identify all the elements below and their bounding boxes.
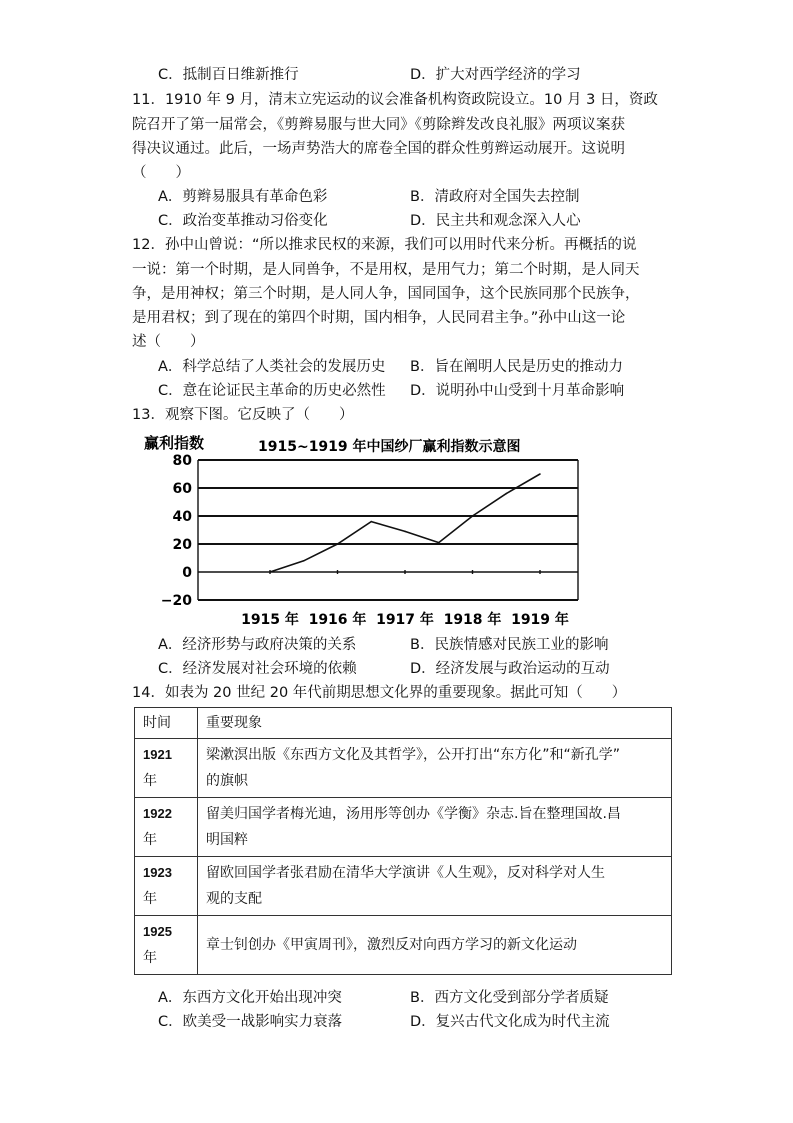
q10-option-d: D．扩大对西学经济的学习 (410, 67, 581, 83)
table-header-row (135, 708, 672, 739)
q11-option-b: B．清政府对全国失去控制 (410, 189, 580, 205)
chart-x-tick-label: 1916 年 (308, 612, 367, 628)
table-cell-year: 1921 年 (135, 739, 198, 798)
q14-option-a: A．东西方文化开始出现冲突 (158, 990, 342, 1006)
chart-y-tick-label: 80 (172, 453, 192, 469)
q11-option-a: A．剪辫易服具有革命色彩 (158, 189, 328, 205)
chart-data-point (505, 493, 507, 495)
chart-data-point (539, 473, 541, 475)
chart-data-point (337, 543, 339, 545)
q11-stem-line: 院召开了第一届常会，《剪辫易服与世大同》《剪除辫发改良礼服》两项议案获 (132, 117, 625, 133)
table-cell-text: 留欧回国学者张君励在清华大学演讲《人生观》，反对科学对人生 观的支配 (198, 857, 672, 916)
chart-data-point (438, 542, 440, 544)
table-cell-year: 1923 年 (135, 857, 198, 916)
table-cell-text: 留美归国学者梅光迪，汤用彤等创办《学衡》杂志.旨在整理国故.昌 明国粹 (198, 798, 672, 857)
table-cell-year: 1925 年 (135, 916, 198, 975)
chart-title: 1915~1919 年中国纱厂赢利指数示意图 (258, 439, 521, 455)
chart-data-point (472, 515, 474, 517)
q12-option-a: A．科学总结了人类社会的发展历史 (158, 359, 386, 375)
chart-grid (198, 460, 578, 600)
chart-data-point (303, 560, 305, 562)
chart-y-tick-label: −20 (160, 593, 192, 609)
cultural-phenomena-table (134, 707, 672, 975)
chart-y-tick-label: 40 (172, 509, 192, 525)
q11-option-c: C．政治变革推动习俗变化 (158, 213, 328, 229)
q14-option-c: C．欧美受一战影响实力衰落 (158, 1014, 343, 1030)
q10-option-c: C．抵制百日维新推行 (158, 67, 299, 83)
q12-option-c: C．意在论证民主革命的历史必然性 (158, 383, 386, 399)
q12-stem-line: 一说：第一个时期，是人同兽争，不是用权，是用气力；第二个时期，是人同天 (132, 262, 640, 278)
q12-option-b: B．旨在阐明人民是历史的推动力 (410, 359, 623, 375)
q14-option-b: B．西方文化受到部分学者质疑 (410, 990, 609, 1006)
table-header-time: 时间 (135, 708, 198, 739)
q12-stem-line: 12．孙中山曾说：“所以推求民权的来源，我们可以用时代来分析。再概括的说 (132, 237, 637, 253)
chart-y-tick-label: 20 (172, 537, 192, 553)
chart-x-tick-label: 1918 年 (443, 612, 502, 628)
q13-option-d: D．经济发展与政治运动的互动 (410, 661, 610, 677)
q13-stem: 13．观察下图。它反映了（ ） (132, 407, 354, 423)
chart-data-point (370, 521, 372, 523)
q11-stem-line: 11．1910 年 9 月，清末立宪运动的议会准备机构资政院设立。10 月 3 日，资政 (132, 92, 658, 108)
table-row (135, 798, 672, 857)
q12-stem-line: 述（ ） (132, 334, 205, 350)
table-row (135, 857, 672, 916)
q13-option-a: A．经济形势与政府决策的关系 (158, 637, 357, 653)
q11-option-d: D．民主共和观念深入人心 (410, 213, 581, 229)
chart-x-tick-label: 1917 年 (376, 612, 434, 628)
table-cell-year: 1922 年 (135, 798, 198, 857)
q13-option-c: C．经济发展对社会环境的依赖 (158, 661, 357, 677)
chart-data-point (404, 531, 406, 533)
table-cell-text: 梁漱溟出版《东西方文化及其哲学》，公开打出“东方化”和“新孔学” 的旗帜 (198, 739, 672, 798)
q11-stem-line: （ ） (132, 165, 190, 181)
q12-stem-line: 是用君权；到了现在的第四个时期，国内相争，人民同君主争。”孙中山这一论 (132, 310, 626, 326)
table-row (135, 739, 672, 798)
chart-x-tick-label: 1915 年 (241, 612, 299, 628)
chart-y-axis-title: 赢利指数 (144, 434, 205, 452)
q14-stem: 14．如表为 20 世纪 20 年代前期思想文化界的重要现象。据此可知（ ） (132, 685, 627, 701)
chart-y-tick-label: 60 (172, 481, 192, 497)
q14-option-d: D．复兴古代文化成为时代主流 (410, 1014, 610, 1030)
profit-index-chart (140, 434, 590, 634)
table-cell-text: 章士钊创办《甲寅周刊》，激烈反对向西方学习的新文化运动 (198, 916, 672, 975)
q13-option-b: B．民族情感对民族工业的影响 (410, 637, 609, 653)
q12-stem-line: 争，是用神权；第三个时期，是人同人争，国同国争，这个民族同那个民族争， (132, 286, 640, 302)
chart-y-tick-label: 0 (182, 565, 192, 581)
q12-option-d: D．说明孙中山受到十月革命影响 (410, 383, 625, 399)
chart-data-point (269, 571, 271, 573)
chart-x-tick-label: 1919 年 (511, 612, 569, 628)
table-header-phenomena: 重要现象 (198, 708, 672, 739)
q11-stem-line: 得决议通过。此后，一场声势浩大的席卷全国的群众性剪辫运动展开。这说明 (132, 141, 625, 157)
table-row (135, 916, 672, 975)
